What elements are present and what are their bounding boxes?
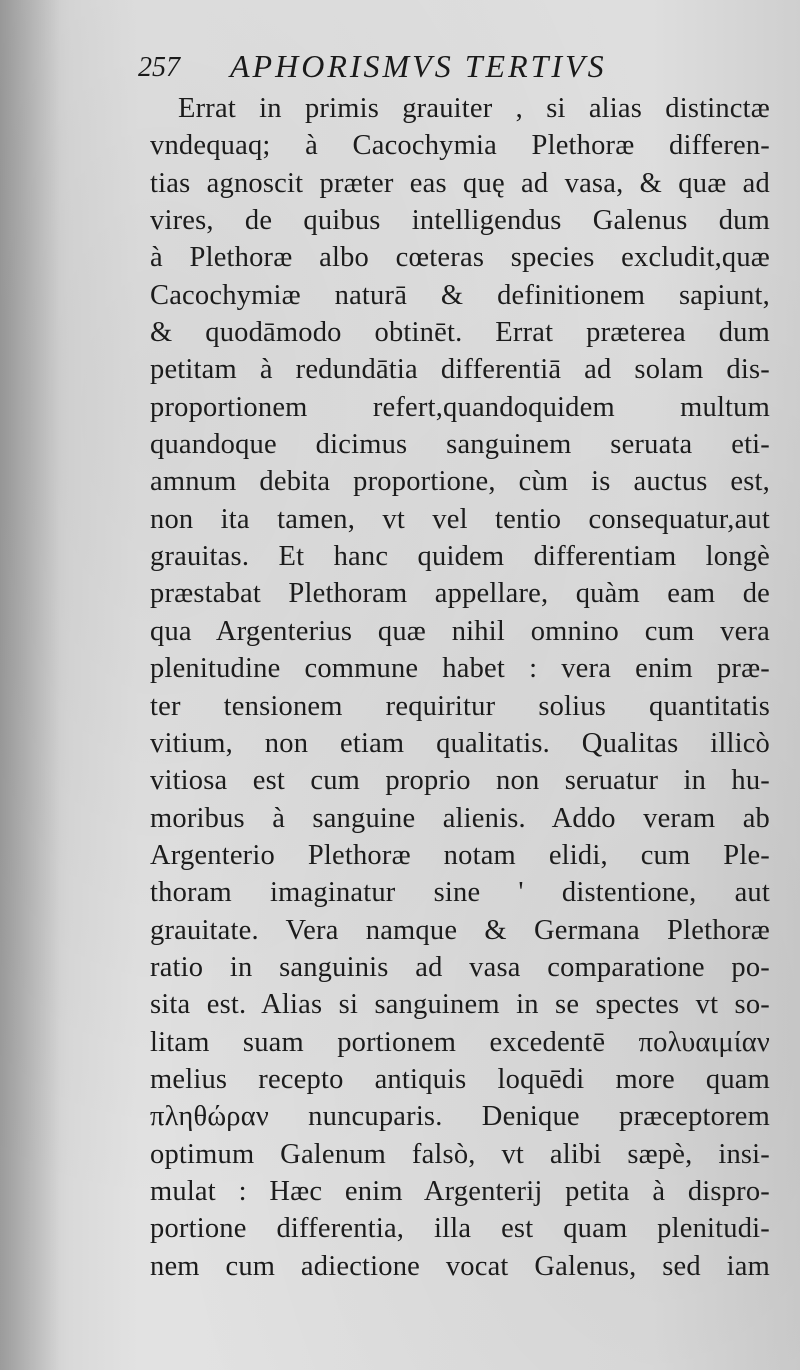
running-head: APHORISMVS TERTIVS (230, 48, 607, 84)
text-line: sita est. Alias si sanguinem in se spectes vt so- (150, 989, 770, 1021)
text-line: Cacochymiæ naturā & definitionem sapiunt, (150, 279, 770, 311)
text-line: thoram imaginatur sine ' distentione, aut (150, 877, 770, 909)
text-line: Argenterio Plethoræ notam elidi, cum Ple- (150, 839, 770, 871)
text-line: non ita tamen, vt vel tentio consequatur,aut (150, 503, 770, 535)
text-line: petitam à redundātia differentiā ad solam dis- (150, 354, 770, 386)
page-header (138, 42, 778, 88)
text-line: proportionem refert,quandoquidem multum (150, 391, 770, 423)
page-number: 257 (138, 52, 180, 83)
text-line: quandoque dicimus sanguinem seruata eti- (150, 429, 770, 461)
text-line: melius recepto antiquis loquēdi more quam (150, 1063, 770, 1095)
body-text (150, 90, 770, 1285)
text-line: præstabat Plethoram appellare, quàm eam de (150, 578, 770, 610)
text-line: vires, de quibus intelligendus Galenus dum (150, 205, 770, 237)
text-line: Errat in primis grauiter , si alias distinctæ (178, 93, 770, 124)
text-line: πληθώραν nuncuparis. Denique præceptorem (150, 1101, 770, 1133)
text-line: portione differentia, illa est quam plenitudi- (150, 1213, 770, 1245)
text-line: amnum debita proportione, cùm is auctus est, (150, 466, 770, 498)
text-line: à Plethoræ albo cœteras species excludit,quæ (150, 242, 770, 274)
text-line: grauitate. Vera namque & Germana Plethoræ (150, 914, 770, 946)
text-line: litam suam portionem excedentē πολυαιμίαν (150, 1026, 770, 1058)
text-line: optimum Galenum falsò, vt alibi sæpè, insi- (150, 1138, 770, 1170)
text-line: vitiosa est cum proprio non seruatur in hu- (150, 765, 770, 797)
text-line: qua Argenterius quæ nihil omnino cum vera (150, 615, 770, 647)
text-line: grauitas. Et hanc quidem differentiam longè (150, 541, 770, 573)
text-line: vitium, non etiam qualitatis. Qualitas illicò (150, 727, 770, 759)
text-line: tias agnoscit præter eas quę ad vasa, & quæ ad (150, 167, 770, 199)
text-line: moribus à sanguine alienis. Addo veram ab (150, 802, 770, 834)
text-line: ratio in sanguinis ad vasa comparatione po- (150, 951, 770, 983)
text-line: mulat : Hæc enim Argenterij petita à dispro- (150, 1175, 770, 1207)
text-line: plenitudine commune habet : vera enim præ- (150, 653, 770, 685)
text-line: & quodāmodo obtinēt. Errat præterea dum (150, 317, 770, 349)
text-line: ter tensionem requiritur solius quantitatis (150, 690, 770, 722)
text-line: vndequaq; à Cacochymia Plethoræ differen- (150, 130, 770, 162)
text-line: nem cum adiectione vocat Galenus, sed iam (150, 1250, 770, 1282)
